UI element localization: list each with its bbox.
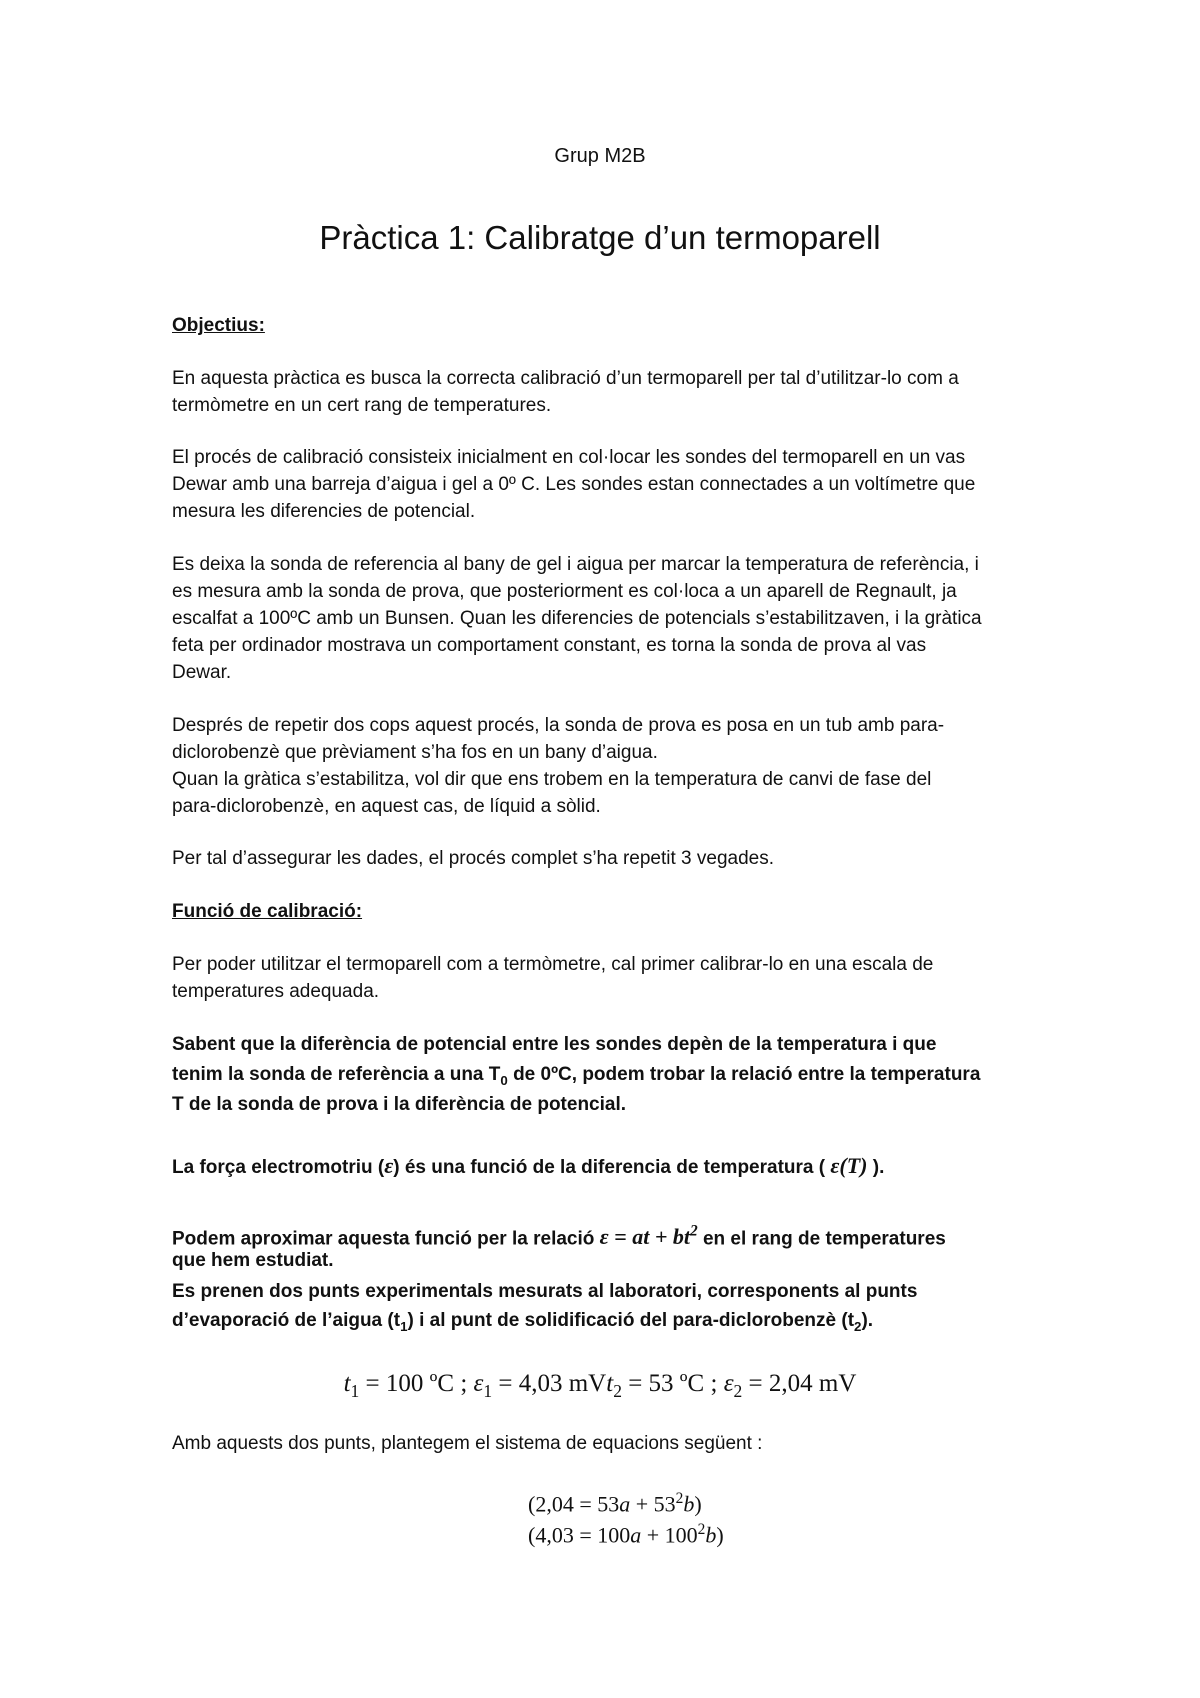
- paragraph-line: Per tal d’assegurar les dades, el procés complet s’ha repetit 3 vegades.: [172, 848, 774, 869]
- paragraph-line: mesura les diferencies de potencial.: [172, 501, 476, 522]
- system-equation: $(2,04 = 53a + 53^2b)$: [528, 1490, 702, 1517]
- measured-points-equation: $t_1 = 100$ ºC ; $\varepsilon_1 = 4,03$ mVt$_2$ = 53 ºC ; $\varepsilon_2 = 2,04$ mV: [343, 1370, 857, 1401]
- paragraph-line: termòmetre en un cert rang de temperatures.: [172, 395, 552, 416]
- paragraph-line: que hem estudiat.: [172, 1250, 334, 1271]
- paragraph-line: diclorobenzè que prèviament s’ha fos en un bany d’aigua.: [172, 742, 658, 763]
- emf-paragraph: La força electromotriu (ε) és una funció de la diferencia de temperatura ( ε(T) ).: [172, 1153, 885, 1178]
- paragraph-line: d’evaporació de l’aigua $(t_1)$ i al punt de solidificació del para-diclorobenzè $(t_2)$.: [172, 1310, 874, 1334]
- paragraph-line: para-diclorobenzè, en aquest cas, de líquid a sòlid.: [172, 796, 601, 817]
- paragraph-line: Dewar amb una barreja d’aigua i gel a 0º C. Les sondes estan connectades a un voltímetre que: [172, 474, 976, 495]
- paragraph-line: tenim la sonda de referència a una $T_0$ de 0ºC, podem trobar la relació entre la temperatura: [172, 1064, 981, 1088]
- paragraph-line: T de la sonda de prova i la diferència de potencial.: [172, 1094, 627, 1115]
- paragraph-line: En aquesta pràctica es busca la correcta calibració d’un termoparell per tal d’utilitzar-lo com a: [172, 368, 959, 389]
- system-equation: $(4,03 = 100a + 100^2b)$: [528, 1521, 724, 1548]
- paragraph-line: Per poder utilitzar el termoparell com a termòmetre, cal primer calibrar-lo en una escala de: [172, 954, 934, 975]
- calibration-formula: ε = at + $bt^2$: [599, 1223, 698, 1250]
- paragraph-line: Es prenen dos punts experimentals mesurats al laboratori, corresponents al punts: [172, 1281, 918, 1302]
- paragraph-line: es mesura amb la sonda de prova, que posteriorment es col·loca a un aparell de Regnault, ja: [172, 581, 957, 602]
- paragraph-line: feta per ordinador mostrava un comportament constant, es torna la sonda de prova al vas: [172, 635, 927, 656]
- paragraph-line: Dewar.: [172, 662, 232, 683]
- paragraph-line: temperatures adequada.: [172, 981, 380, 1002]
- objectives-heading: Objectius:: [172, 315, 265, 336]
- group-header: Grup M2B: [554, 145, 646, 167]
- paragraph-line: El procés de calibració consisteix inicialment en col·locar les sondes del termoparell en un vas: [172, 447, 966, 468]
- system-intro: Amb aquests dos punts, plantegem el sistema de equacions següent :: [172, 1433, 763, 1454]
- paragraph-line: escalfat a 100ºC amb un Bunsen. Quan les diferencies de potencials s’estabilitzaven, i la gràtica: [172, 608, 982, 629]
- approximation-paragraph: Podem aproximar aquesta funció per la relació ε = at + $bt^2$ en el rang de temperatures: [172, 1223, 946, 1250]
- paragraph-line: Sabent que la diferència de potencial entre les sondes depèn de la temperatura i que: [172, 1034, 937, 1055]
- page-title: Pràctica 1: Calibratge d’un termoparell: [319, 219, 881, 256]
- paragraph-line: Es deixa la sonda de referencia al bany de gel i aigua per marcar la temperatura de referència, i: [172, 554, 979, 575]
- calibration-heading: Funció de calibració:: [172, 901, 363, 922]
- paragraph-line: Quan la gràtica s’estabilitza, vol dir que ens trobem en la temperatura de canvi de fase del: [172, 769, 932, 790]
- paragraph-line: Després de repetir dos cops aquest procés, la sonda de prova es posa en un tub amb para-: [172, 715, 945, 736]
